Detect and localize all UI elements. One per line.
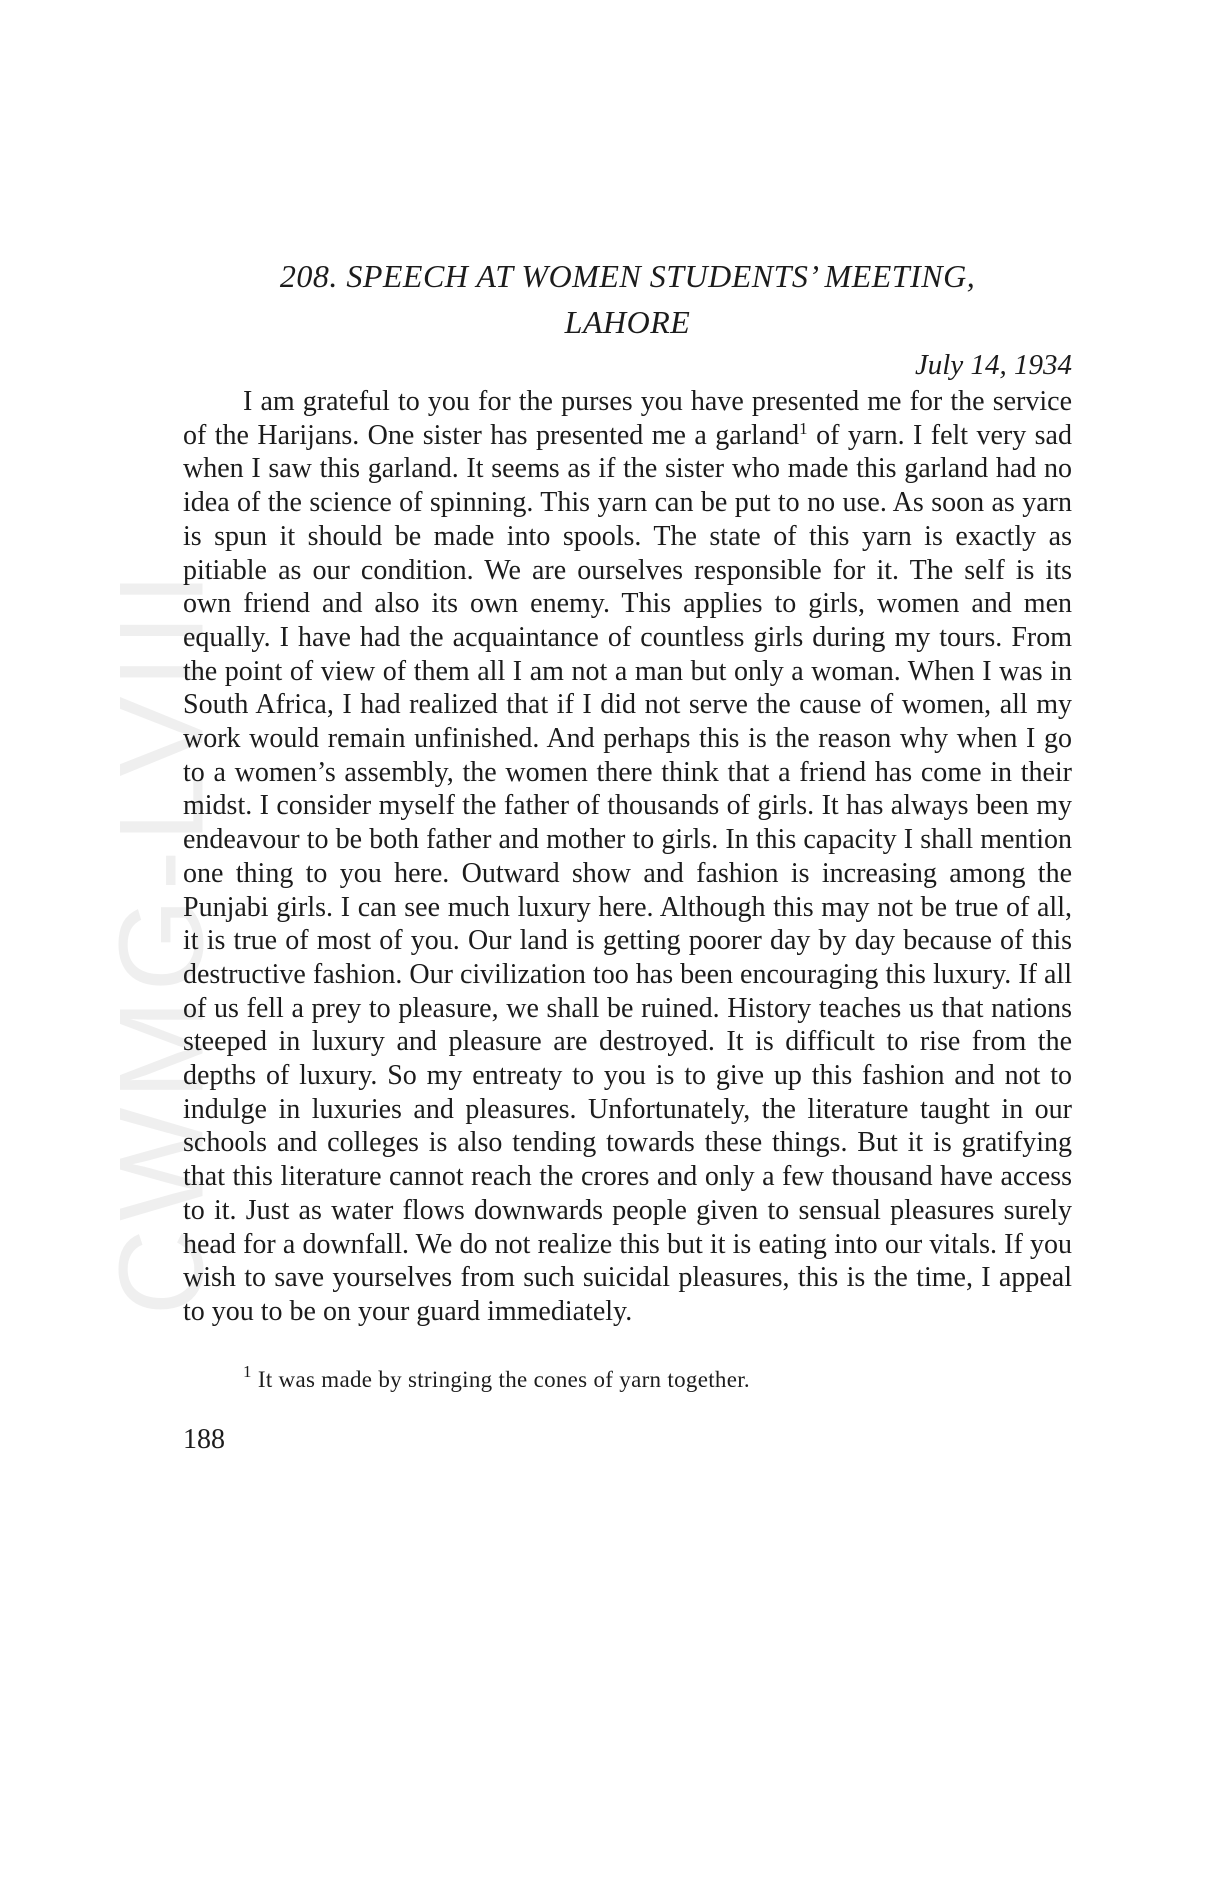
footnote [183, 1361, 1072, 1395]
heading-line-1: 208. SPEECH AT WOMEN STUDENTS’ MEETING, [279, 258, 976, 294]
body-text-rest: of yarn. I felt very sad when I saw this garland. It seems as if the sister who made this garland had no idea of the science of spinning. This yarn can be put to no use. As soon as yarn is spun it should be made into spools. The state of this yarn is exactly as pitiable as our condition. We are ourselves responsible for it. The self is its own friend and also its own enemy. This applies to girls, women and men equally. I have had the acquaintance of countless girls during my tours. From the point of view of them all I am not a man but only a woman. When I was in South Africa, I had realized that if I did not serve the cause of women, all my work would remain unfinished. And perhaps this is the reason why when I go to a women’s assembly, the women there think that a friend has come in their midst. I consider myself the father of thousands of girls. It has always been my endeavour to be both father and mother to girls. In this capacity I shall mention one thing to you here. Outward show and fashion is increasing among the Punjabi girls. I can see much luxury here. Although this may not be true of all, it is true of most of you. Our land is getting poorer day by day because of this destructive fashion. Our civilization too has been encouraging this luxury. If all of us fell a prey to pleasure, we shall be ruined. History teaches us that nations steeped in luxury and pleasure are destroyed. It is difficult to rise from the depths of luxury. So my entreaty to you is to give up this fashion and not to indulge in luxuries and pleasures. Unfortunately, the literature taught in our schools and colleges is also tending towards these things. But it is gratifying that this literature cannot reach the crores and only a few thousand have access to it. Just as water flows downwards people given to sensual pleasures surely head for a downfall. We do not realize this but it is eating into our vitals. If you wish to save yourselves from such suicidal pleasures, this is the time, I appeal to you to be on your guard immediately. [183, 419, 1072, 1327]
body-text-start: I am grateful to you for the purses you have presented me for the service of the Harijans. One sister has presented me a garland [183, 386, 1072, 451]
page-number: 188 [183, 1423, 225, 1455]
section-heading [183, 253, 1072, 345]
speech-date: July 14, 1934 [914, 349, 1072, 381]
body-paragraph [183, 385, 1072, 1329]
watermark-text: CWMG-LVIII [95, 564, 230, 1316]
footnote-text: It was made by stringing the cones of yarn together. [251, 1366, 750, 1392]
document-page [183, 253, 1072, 1457]
footnote-marker: 1 [243, 1361, 252, 1381]
footnote-reference: 1 [799, 418, 808, 438]
heading-line-2: LAHORE [564, 304, 691, 340]
